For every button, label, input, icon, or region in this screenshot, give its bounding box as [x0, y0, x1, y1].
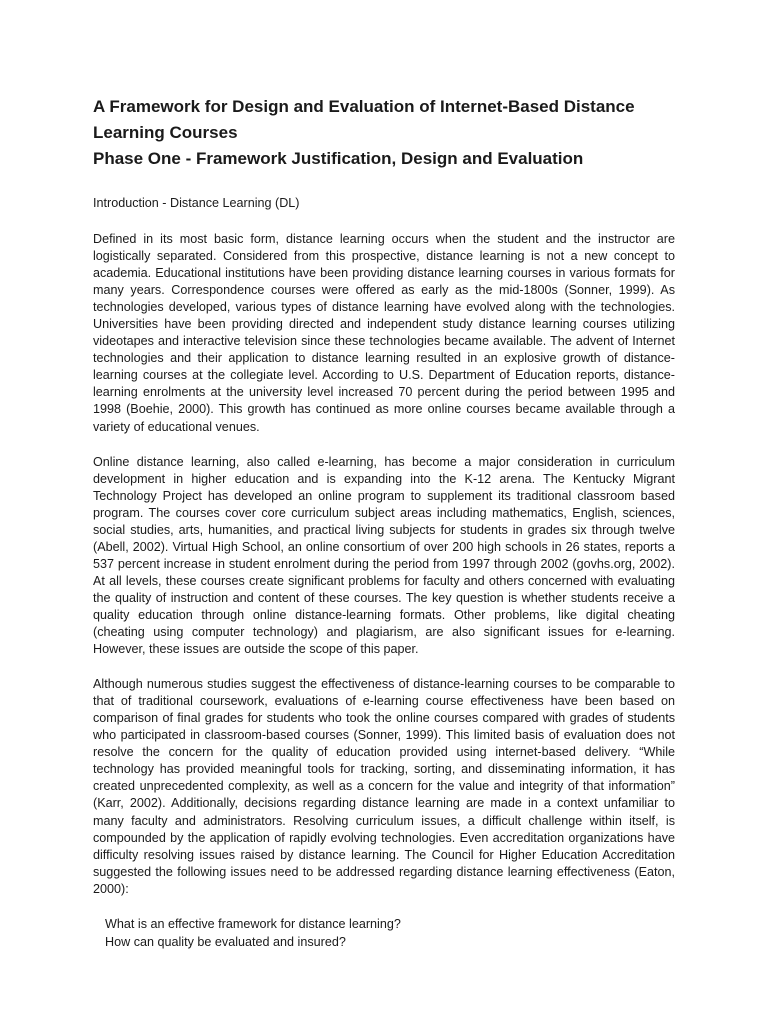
title-line-2: Learning Courses [93, 123, 238, 142]
document-page [93, 94, 675, 951]
document-title [93, 94, 675, 146]
question-item: What is an effective framework for distance learning? [105, 916, 401, 931]
question-item: How can quality be evaluated and insured? [105, 934, 346, 949]
paragraph-1: Defined in its most basic form, distance learning occurs when the student and the instructor are logistically separated. Considered from this prospective, distance learning is not a new concept to academia. Educational institutions have been providing distance learning courses in various formats for many years. Correspondence courses were offered as early as the mid-1800s (Sonner, 1999). As technologies developed, various types of distance learning have evolved along with the technologies. Universities have been providing directed and independent study distance learning courses utilizing videotapes and interactive television since these technologies became available. The advent of Internet technologies and their application to distance learning resulted in an explosive growth of distance-learning courses at the collegiate level. According to U.S. Department of Education reports, distance-learning enrolments at the university level increased 70 percent during the period between 1995 and 1998 (Boehie, 2000). This growth has continued as more online courses became available through a variety of educational venues. [93, 232, 675, 434]
section-heading: Introduction - Distance Learning (DL) [93, 196, 300, 210]
paragraph-3: Although numerous studies suggest the effectiveness of distance-learning courses to be comparable to that of traditional coursework, evaluations of e-learning course effectiveness have been based on comparison of final grades for students who took the online courses compared with grades of students who participated in classroom-based courses (Sonner, 1999). This limited basis of evaluation does not resolve the concern for the quality of education provided using internet-based delivery. “While technology has provided meaningful tools for tracking, sorting, and disseminating information, it has created unprecedented complexity, as well as a concern for the value and integrity of that information” (Karr, 2002). Additionally, decisions regarding distance learning are made in a context unfamiliar to many faculty and administrators. Resolving curriculum issues, a difficult challenge within itself, is compounded by the application of rapidly evolving technologies. Even accreditation organizations have difficulty resolving issues raised by distance learning. The Council for Higher Education Accreditation suggested the following issues need to be addressed regarding distance learning effectiveness (Eaton, 2000): [93, 677, 675, 896]
paragraph-2: Online distance learning, also called e-learning, has become a major consideration in curriculum development in higher education and is expanding into the K-12 arena. The Kentucky Migrant Technology Project has developed an online program to supplement its traditional classroom based program. The courses cover core curriculum subject areas including mathematics, English, sciences, social studies, arts, humanities, and practical living subjects for students in grades six through twelve (Abell, 2002). Virtual High School, an online consortium of over 200 high schools in 26 states, reports a 537 percent increase in student enrolment during the period from 1997 through 2002 (govhs.org, 2002). At all levels, these courses create significant problems for faculty and others concerned with evaluating the quality of instruction and content of these courses. The key question is whether students receive a quality education through online distance-learning formats. Other problems, like digital cheating (cheating using computer technology) and plagiarism, are also significant issues for e-learning. However, these issues are outside the scope of this paper. [93, 454, 675, 657]
question-list [93, 915, 675, 951]
document-subtitle: Phase One - Framework Justification, Design and Evaluation [93, 149, 584, 168]
title-line-1: A Framework for Design and Evaluation of Internet-Based Distance [93, 97, 635, 116]
